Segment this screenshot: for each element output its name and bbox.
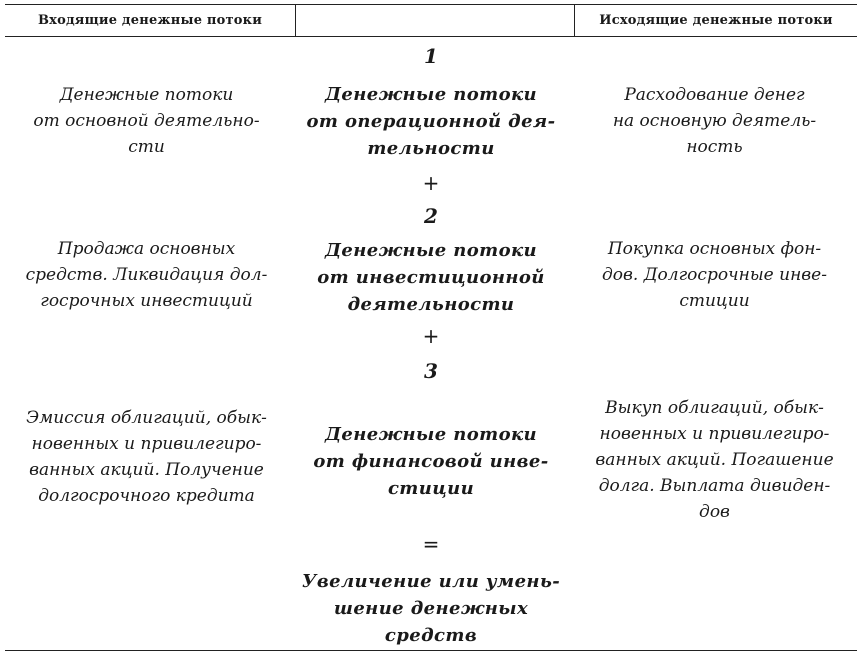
section-3-inflow: Эмиссия облигаций, обык- новенных и привилегиро- ванных акций. Получение долгосрочного кредита [26, 408, 267, 506]
plus-operator-1: + [422, 171, 440, 195]
section-2-outflow: Покупка основных фон- дов. Долгосрочные инве- стиции [602, 239, 827, 311]
section-2-title: Денежные потоки от инвестиционной деятельности [317, 240, 545, 315]
section-1-inflow: Денежные потоки от основной деятельно- сти [33, 85, 260, 157]
inflow-header: Входящие денежные потоки [5, 5, 296, 36]
section-1-outflow: Расходование денег на основную деятель- ность [612, 85, 817, 157]
middle-header [296, 5, 575, 36]
equals-operator: = [422, 532, 440, 556]
bottom-rule [5, 650, 857, 651]
section-3-title: Денежные потоки от финансовой инве- стиции [313, 424, 549, 499]
section-1-title: Денежные потоки от операционной дея- тельности [306, 84, 556, 159]
outflow-header: Исходящие денежные потоки [599, 13, 833, 28]
section-3-number: 3 [424, 359, 438, 383]
section-3-outflow: Выкуп облигаций, обык- новенных и привилегиро- ванных акций. Погашение долга. Выплата дивиден- дов [595, 398, 834, 522]
result-title: Увеличение или умень- шение денежных средств [301, 571, 561, 646]
plus-operator-2: + [422, 324, 440, 348]
table-header [5, 4, 857, 37]
section-2-inflow: Продажа основных средств. Ликвидация дол- госрочных инвестиций [25, 239, 268, 311]
section-1-number: 1 [424, 44, 438, 68]
section-2-number: 2 [424, 204, 438, 228]
